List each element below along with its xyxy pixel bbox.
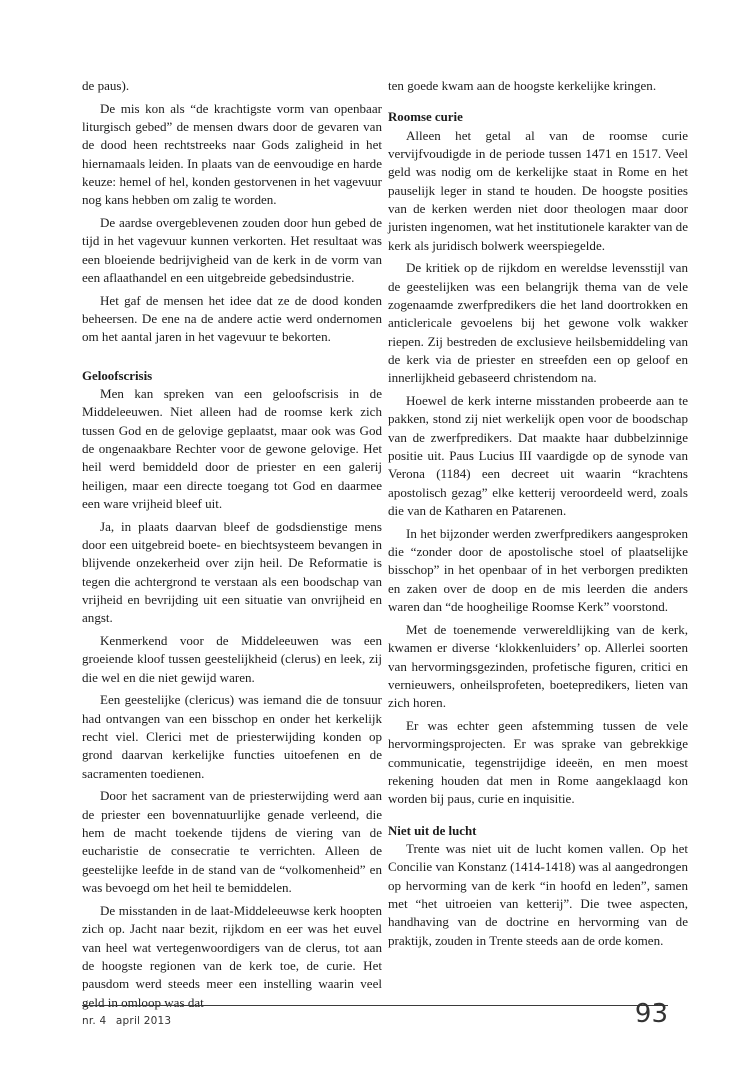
paragraph: de paus). (82, 78, 130, 93)
paragraph: Er was echter geen afstemming tussen de vele hervormingsprojecten. Er was sprake van gebrekkige communicatie, tegenstrijdige ideeën, en men moest rekening houden dat men in Rome aangeklaagd kon worden bij paus, curie en inquisitie. (388, 717, 688, 807)
section-heading-roomse-curie: Roomse curie (388, 110, 463, 125)
paragraph: Een geestelijke (clericus) was iemand die de tonsuur had ontvangen van een bisschop en onder het kerkelijk recht viel. Clerici met de priesterwijding konden op grond daarvan kerkelijke functies uitoefenen en de sacramenten toedienen. (82, 692, 382, 781)
paragraph: Met de toenemende verwereldlijking van de kerk, kwamen er diverse ‘klokkenluiders’ op. Allerlei soorten van hervormingsgezinden, profetische figuren, critici en vernieuwers, onheilsprofeten, boetepredikers, lieten van zich horen. (388, 621, 688, 711)
paragraph: Door het sacrament van de priesterwijding werd aan de priester een bovennatuurlijke genade verleend, die hem de macht toekende tijdens de viering van de eucharistie de consecratie te verrichten. Alleen de geestelijke leefde in de stand van de “volkomenheid” en was bevoegd om het heil te bemiddelen. (82, 788, 382, 896)
right-column (388, 77, 688, 954)
left-column (82, 77, 382, 1016)
page-number: 93 (634, 999, 668, 1029)
footer-divider (82, 1005, 668, 1006)
paragraph: Kenmerkend voor de Middeleeuwen was een groeiende kloof tussen geestelijkheid (clerus) en leek, zij die wel en die niet gewijd waren. (82, 633, 382, 685)
paragraph: Hoewel de kerk interne misstanden probeerde aan te pakken, stond zij niet werkelijk open voor de boodschap van de zwerfpredikers. Dat maakte haar dubbelzinnige positie uit. Paus Lucius III vaardigde op de synode van Verona (1184) een decreet uit waarin “krachtens apostolisch gezag” elke ketterij veroordeeld werd, zoals die van de Katharen en Patarenen. (388, 393, 688, 519)
paragraph: Men kan spreken van een geloofscrisis in de Middeleeuwen. Niet alleen had de roomse kerk zich tussen God en de gelovige geplaatst, maar ook was God de ongenaakbare Rechter voor de gewone gelovige. Het heil werd bemiddeld door de priester en een galerij heiligen, maar een directe toegang tot God en daarmee een ware vrijheid bleef uit. (82, 386, 382, 512)
footer-issue-info (82, 1015, 177, 1027)
paragraph: De kritiek op de rijkdom en wereldse levensstijl van de geestelijken was een belangrijk thema van de vele zogenaamde zwerfpredikers die het land doortrokken en anticlericale gevoelens bij het gewone volk wakker riepen. Zij bestreden de exclusieve heilsbemiddeling van de kerk via de priester en streefden een op geloof en innerlijkheid gebaseerd christendom na. (388, 260, 688, 386)
section-heading-niet-uit-de-lucht: Niet uit de lucht (388, 823, 477, 838)
paragraph: Het gaf de mensen het idee dat ze de dood konden beheersen. De ene na de andere actie werd ondernomen om het aantal jaren in het vagevuur te bekorten. (82, 292, 382, 345)
paragraph: Ja, in plaats daarvan bleef de godsdienstige mens door een uitgebreid boete- en biechtsysteem bevangen in blijvende onzekerheid over zijn heil. De Reformatie is tegen die achtergrond te verstaan als een boodschap van vrijheid en bevrijding uit een situatie van onvrijheid en angst. (82, 518, 382, 626)
issue-date: april 2013 (115, 1015, 172, 1027)
section-heading-geloofscrisis: Geloofscrisis (82, 368, 153, 383)
paragraph: Trente was niet uit de lucht komen vallen. Op het Concilie van Konstanz (1414-1418) was al aangedrongen op hervorming van de kerk “in hoofd en leden”, samen met “het uitroeien van ketterij”. Die twee aspecten, handhaving van de doctrine en hervorming van de praktijk, zouden in Trente steeds aan de orde komen. (388, 840, 688, 948)
paragraph: De mis kon als “de krachtigste vorm van openbaar liturgisch gebed” de mensen dwars door de gevaren van de dood heen rechtstreeks naar Gods zaligheid in het hiernamaals leiden. In plaats van de eenvoudige en harde keuze: hemel of hel, konden gestorvenen in het vagevuur nog kans hebben om zalig te worden. (82, 100, 382, 208)
paragraph: Alleen het getal al van de roomse curie vervijfvoudigde in de periode tussen 1471 en 1517. Veel geld was nodig om de kerkelijke staat in Rome en het pauselijk leger in stand te houden. De hoogste posities van de kerken werden niet door theologen maar door juristen ingenomen, wat het institutionele karakter van de kerk als juridisch bolwerk weerspiegelde. (388, 127, 688, 253)
paragraph: In het bijzonder werden zwerfpredikers aangesproken die “zonder door de apostolische stoel of plaatselijke bisschop” in het openbaar of in het verborgen predikten en zaken over de doop en de mis leerden die anders waren dan “de hoogheilige Roomse Kerk” voorstond. (388, 525, 688, 615)
paragraph: De misstanden in de laat-Middeleeuwse kerk hoopten zich op. Jacht naar bezit, rijkdom en eer was het euvel van heel wat vertegenwoordigers van de clerus, tot aan de hoogste regionen van de kerk toe, de curie. Het pausdom werd steeds meer een instelling waarin veel geld in omloop was dat (82, 902, 382, 1010)
paragraph: ten goede kwam aan de hoogste kerkelijke kringen. (388, 78, 657, 93)
paragraph: De aardse overgeblevenen zouden door hun gebed de tijd in het vagevuur kunnen verkorten. Het resultaat was een bloeiende bedrijvigheid van de kerk in de vorm van een aflaathandel en een uitgebreide gebedsindustrie. (82, 215, 382, 286)
issue-number: nr. 4 (82, 1015, 107, 1027)
